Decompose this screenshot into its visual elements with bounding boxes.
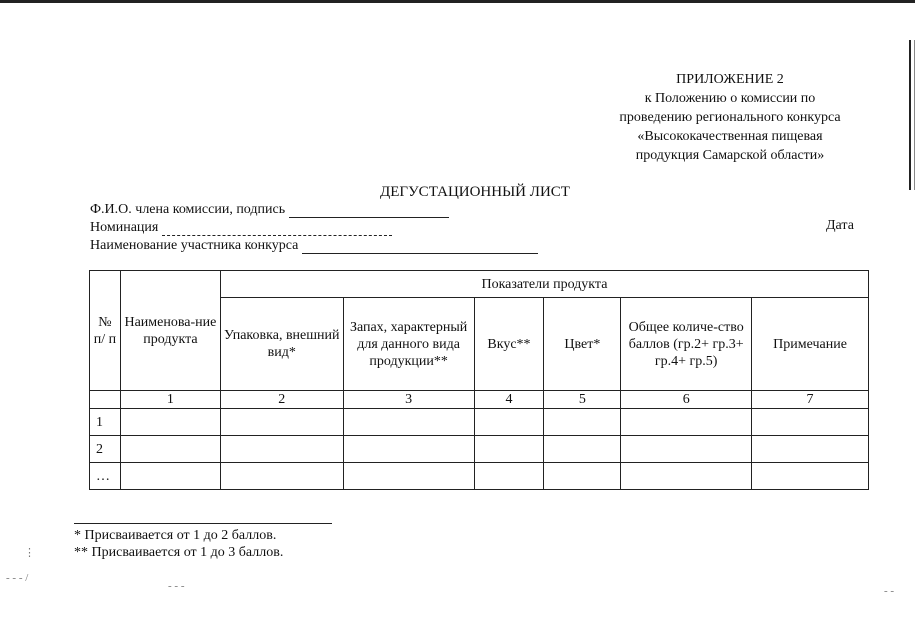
table-cell[interactable] <box>544 436 621 463</box>
table-cell[interactable] <box>544 463 621 490</box>
table-cell[interactable] <box>474 436 544 463</box>
scan-speck: - - - <box>168 580 185 592</box>
table-cell[interactable] <box>120 463 220 490</box>
column-number-empty <box>90 391 121 409</box>
table-row <box>90 409 869 436</box>
table-cell[interactable] <box>120 436 220 463</box>
page-top-border <box>0 0 915 3</box>
footnote-2: ** Присваивается от 1 до 3 баллов. <box>74 545 284 560</box>
participant-field[interactable] <box>90 238 538 254</box>
table-cell[interactable] <box>621 409 752 436</box>
table-cell[interactable] <box>621 436 752 463</box>
header-taste: Вкус** <box>474 298 544 391</box>
nomination-blank-line[interactable] <box>162 221 392 236</box>
header-total-score: Общее количе-ство баллов (гр.2+ гр.3+ гр.4+ гр.5) <box>621 298 752 391</box>
column-number: 3 <box>343 391 474 409</box>
appendix-line: продукция Самарской области» <box>635 148 825 163</box>
column-number: 4 <box>474 391 544 409</box>
header-packaging: Упаковка, внешний вид* <box>220 298 343 391</box>
table-cell[interactable] <box>220 436 343 463</box>
page-right-edge <box>909 40 915 190</box>
table-cell[interactable] <box>752 463 869 490</box>
table-cell[interactable] <box>752 409 869 436</box>
footnote-1: * Присваивается от 1 до 2 баллов. <box>74 528 277 543</box>
scan-speck: - - <box>884 585 895 597</box>
appendix-title: ПРИЛОЖЕНИЕ 2 <box>676 72 784 87</box>
member-blank-line[interactable] <box>289 203 449 218</box>
participant-blank-line[interactable] <box>302 239 538 254</box>
scan-speck: ⋮ <box>24 547 35 559</box>
appendix-line: «Высококачественная пищевая <box>637 129 823 144</box>
table-row <box>90 436 869 463</box>
row-number: 1 <box>90 409 121 436</box>
table-cell[interactable] <box>544 409 621 436</box>
table-row <box>90 463 869 490</box>
appendix-line: проведению регионального конкурса <box>619 110 841 125</box>
header-note: Примечание <box>752 298 869 391</box>
table-cell[interactable] <box>474 409 544 436</box>
tasting-table <box>89 270 869 490</box>
nomination-field[interactable] <box>90 220 392 236</box>
footnote-divider <box>74 523 332 524</box>
table-cell[interactable] <box>343 409 474 436</box>
table-cell[interactable] <box>220 409 343 436</box>
header-product-indicators: Показатели продукта <box>220 271 868 298</box>
participant-label: Наименование участника конкурса <box>90 238 299 253</box>
date-label: Дата <box>826 218 854 233</box>
table-cell[interactable] <box>343 436 474 463</box>
nomination-label: Номинация <box>90 220 159 235</box>
appendix-block <box>610 70 850 165</box>
column-number: 1 <box>120 391 220 409</box>
scan-speck: - - - / <box>6 572 29 584</box>
column-number: 7 <box>752 391 869 409</box>
appendix-line: к Положению о комиссии по <box>644 91 816 106</box>
member-label: Ф.И.О. члена комиссии, подпись <box>90 202 286 217</box>
table-cell[interactable] <box>343 463 474 490</box>
table-cell[interactable] <box>752 436 869 463</box>
table-cell[interactable] <box>120 409 220 436</box>
table-cell[interactable] <box>474 463 544 490</box>
column-number: 6 <box>621 391 752 409</box>
row-number: … <box>90 463 121 490</box>
member-field[interactable] <box>90 202 449 218</box>
column-number: 2 <box>220 391 343 409</box>
table-cell[interactable] <box>621 463 752 490</box>
header-color: Цвет* <box>544 298 621 391</box>
document-title: ДЕГУСТАЦИОННЫЙ ЛИСТ <box>380 184 570 200</box>
column-number: 5 <box>544 391 621 409</box>
table-cell[interactable] <box>220 463 343 490</box>
header-product-name: Наименова-ние продукта <box>120 271 220 391</box>
header-number: № п/ п <box>90 271 121 391</box>
header-smell: Запах, характерный для данного вида продукции** <box>343 298 474 391</box>
row-number: 2 <box>90 436 121 463</box>
